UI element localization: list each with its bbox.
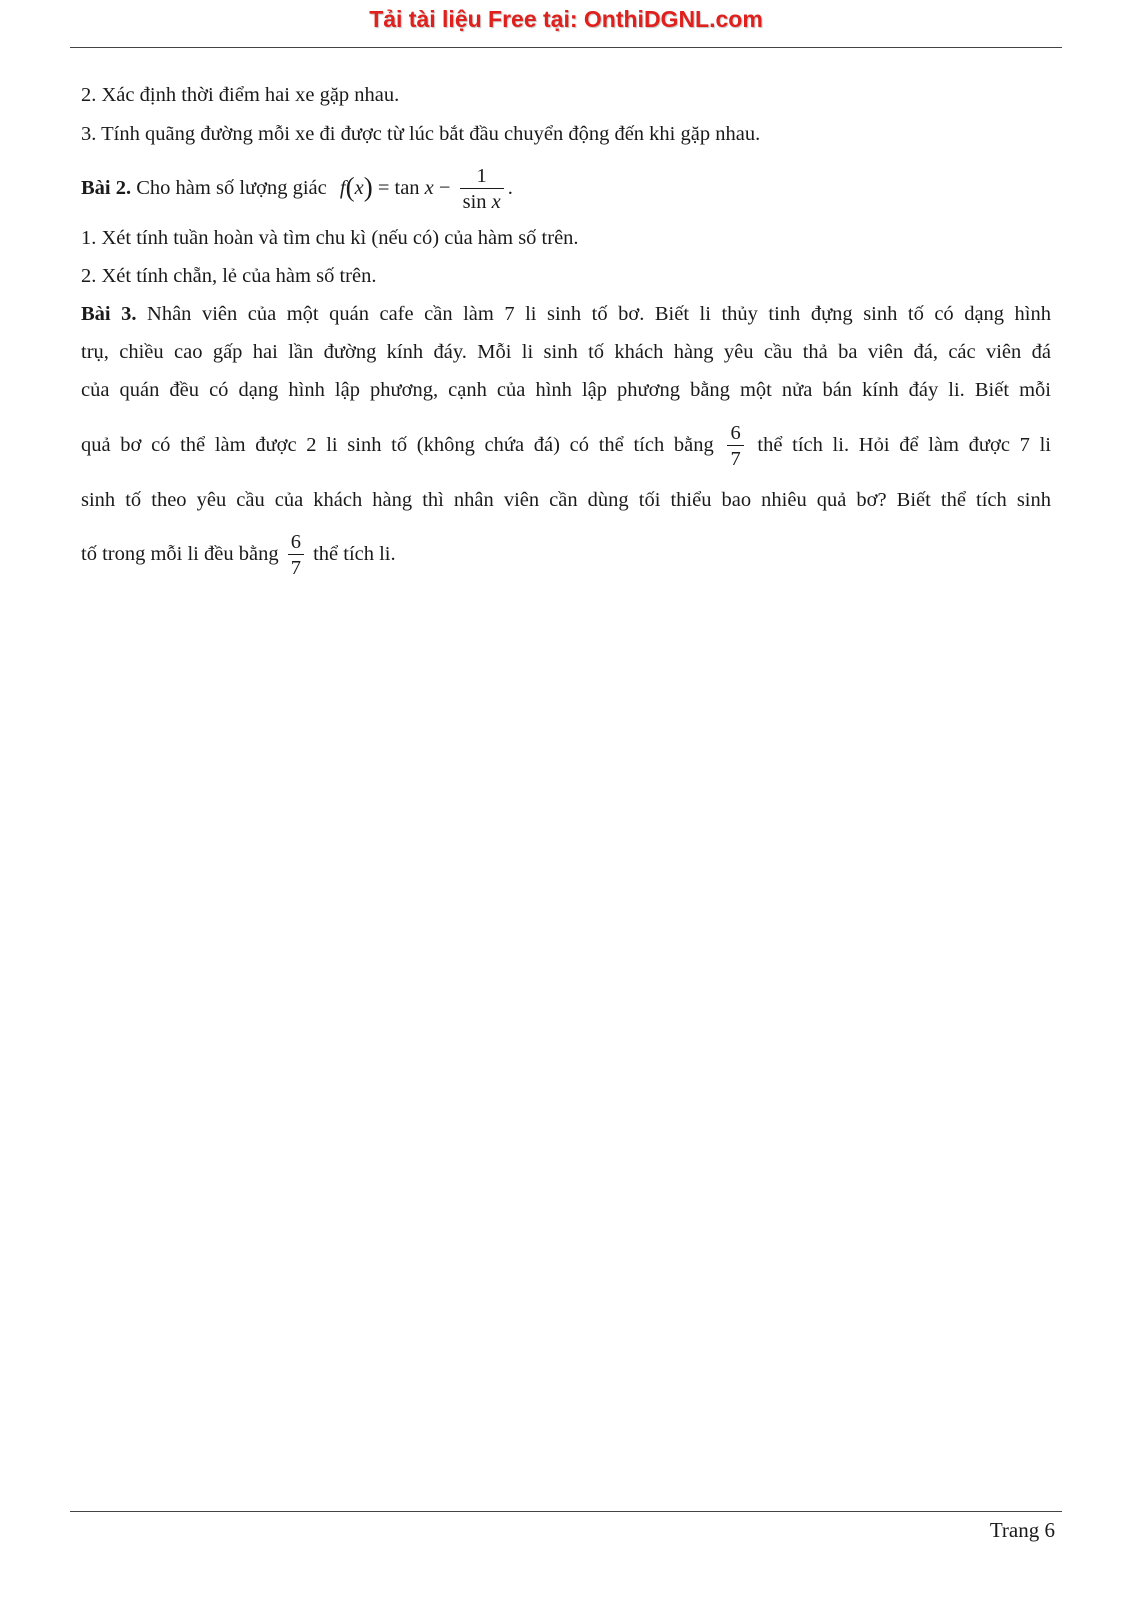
footer-divider	[70, 1511, 1062, 1512]
formula-f: f	[339, 177, 346, 199]
problem3-line4	[81, 409, 1051, 481]
problem3-line3: của quán đều có dạng hình lập phương, cạnh của hình lập phương bằng một nửa bán kính đáy li. Biết mỗi	[81, 379, 1051, 401]
header-divider	[70, 47, 1062, 48]
problem2-item1: 1. Xét tính tuần hoàn và tìm chu kì (nếu có) của hàm số trên.	[81, 227, 579, 249]
formula-close-paren: )	[363, 172, 373, 202]
problem1-item3: 3. Tính quãng đường mỗi xe đi được từ lúc bắt đầu chuyển động đến khi gặp nhau.	[81, 123, 761, 145]
formula-open-paren: (	[345, 172, 355, 202]
formula-minus: −	[433, 177, 456, 199]
problem2-formula	[339, 164, 513, 214]
formula-period: .	[507, 177, 513, 199]
formula-x2: x	[424, 177, 434, 199]
problem2-statement	[81, 155, 1051, 219]
problem3-line6-end: thể tích li.	[313, 543, 396, 565]
problem3-line2: trụ, chiều cao gấp hai lần đường kính đáy. Mỗi li sinh tố khách hàng yêu cầu thả ba viên đá, các viên đá	[81, 341, 1051, 363]
problem3-line6-start: tố trong mỗi li đều bằng	[81, 543, 279, 565]
header-site-link[interactable]: Tải tài liệu Free tại: OnthiDGNL.com	[369, 6, 763, 32]
fraction-six-sevenths	[288, 531, 304, 580]
problem3-line4-end: thể tích li. Hỏi để làm được 7 li	[757, 434, 1052, 456]
fraction-denominator: 7	[727, 445, 743, 471]
denominator-x: x	[491, 191, 501, 214]
problem1-item2: 2. Xác định thời điểm hai xe gặp nhau.	[81, 84, 400, 106]
page-number: Trang 6	[989, 1518, 1055, 1542]
document-body	[81, 76, 1051, 589]
fraction-denominator: 7	[288, 554, 304, 580]
formula-x: x	[354, 177, 364, 199]
problem3-label: Bài 3.	[81, 303, 137, 325]
problem2-label: Bài 2.	[81, 177, 132, 199]
fraction-numerator: 1	[476, 164, 487, 187]
fraction-numerator: 6	[290, 530, 301, 553]
problem3-line4-start: quả bơ có thể làm được 2 li sinh tố (không chứa đá) có thể tích bằng	[81, 434, 714, 456]
fraction-six-sevenths	[727, 422, 743, 471]
problem3-line1-text: Nhân viên của một quán cafe cần làm 7 li sinh tố bơ. Biết li thủy tinh đựng sinh tố có dạng hình	[147, 303, 1052, 325]
formula-fraction	[460, 165, 504, 214]
problem2-intro: Cho hàm số lượng giác	[136, 177, 327, 199]
problem3-line5: sinh tố theo yêu cầu của khách hàng thì nhân viên cần dùng tối thiểu bao nhiêu quả bơ? Biết thể tích sinh	[81, 489, 1051, 511]
problem3-line6	[81, 519, 1051, 589]
problem2-item2: 2. Xét tính chẵn, lẻ của hàm số trên.	[81, 265, 377, 287]
problem3-line1	[81, 295, 1051, 333]
denominator-sin: sin	[462, 191, 492, 214]
formula-eq-tan: = tan	[372, 177, 425, 199]
fraction-denominator	[460, 188, 504, 214]
fraction-numerator: 6	[730, 421, 741, 444]
